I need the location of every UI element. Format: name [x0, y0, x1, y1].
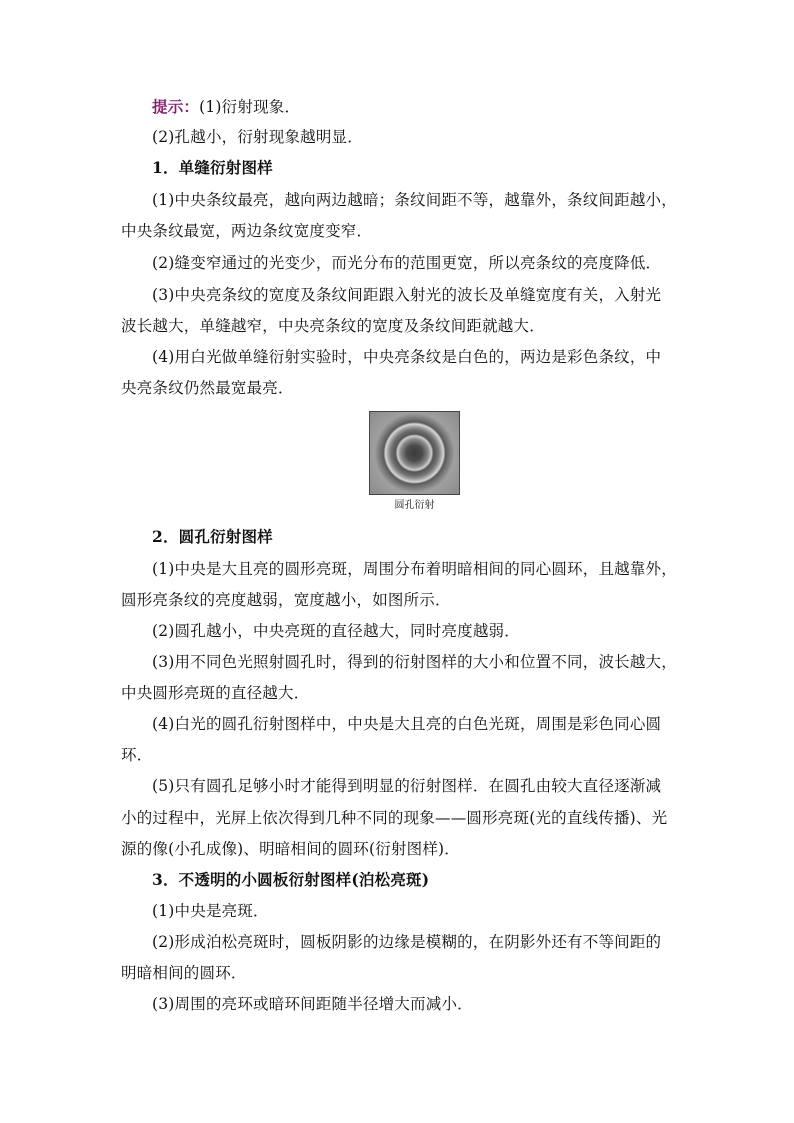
s1-p3-line-a: (3)中央亮条纹的宽度及条纹间距跟入射光的波长及单缝宽度有关，入射光: [152, 286, 662, 304]
s2-p3-line-b: 中央圆形亮斑的直径越大．: [121, 684, 310, 702]
s2-p1-line-a: (1)中央是大且亮的圆形亮斑，周围分布着明暗相间的同心圆环，且越靠外，: [152, 560, 677, 578]
s3-p3: (3)周围的亮环或暗环间距随半径增大而减小．: [152, 995, 473, 1013]
hint-line-1: [152, 97, 682, 117]
s2-p2: (2)圆孔越小，中央亮斑的直径越大，同时亮度越弱．: [152, 622, 520, 640]
s3-p2-line-b: 明暗相间的圆环．: [121, 964, 247, 982]
s2-p5-line-c: 源的像(小孔成像)、明暗相间的圆环(衍射图样)．: [121, 840, 460, 858]
s2-p3-line-a: (3)用不同色光照射圆孔时，得到的衍射图样的大小和位置不同，波长越大，: [152, 653, 677, 671]
section-2-title: 2．圆孔衍射图样: [152, 527, 273, 546]
s1-p2: (2)缝变窄通过的光变少，而光分布的范围更宽，所以亮条纹的亮度降低．: [152, 254, 662, 272]
hint-line-2: (2)孔越小，衍射现象越明显．: [152, 128, 363, 146]
section-1-title: 1．单缝衍射图样: [152, 158, 273, 177]
s2-p5-line-b: 小的过程中，光屏上依次得到几种不同的现象——圆形亮斑(光的直线传播)、光: [121, 809, 668, 827]
s2-p4-line-a: (4)白光的圆孔衍射图样中，中央是大且亮的白色光斑，周围是彩色同心圆: [152, 715, 662, 733]
section-3-title: 3．不透明的小圆板衍射图样(泊松亮斑): [152, 870, 430, 889]
s3-p2-line-a: (2)形成泊松亮斑时，圆板阴影的边缘是模糊的，在阴影外还有不等间距的: [152, 933, 662, 951]
hint-text-1: (1)衍射现象．: [199, 98, 301, 116]
figure-caption: 圆孔衍射: [394, 500, 435, 511]
s2-p4-line-b: 环．: [121, 746, 153, 764]
hint-label: 提示：: [152, 97, 200, 116]
s1-p4-line-a: (4)用白光做单缝衍射实验时，中央亮条纹是白色的，两边是彩色条纹，中: [152, 348, 662, 366]
circular-hole-diffraction-image: [369, 411, 460, 495]
s2-p5-line-a: (5)只有圆孔足够小时才能得到明显的衍射图样．在圆孔由较大直径逐渐减: [152, 777, 662, 795]
s1-p1-line-b: 中央条纹最宽，两边条纹宽度变窄．: [121, 222, 373, 240]
s1-p4-line-b: 央亮条纹仍然最宽最亮．: [121, 379, 294, 397]
s1-p3-line-b: 波长越大，单缝越窄，中央亮条纹的宽度及条纹间距就越大．: [121, 317, 545, 335]
s2-p1-line-b: 圆形亮条纹的亮度越弱，宽度越小，如图所示．: [121, 591, 451, 609]
s1-p1-line-a: (1)中央条纹最亮，越向两边越暗；条纹间距不等，越靠外，条纹间距越小，: [152, 191, 677, 209]
s3-p1: (1)中央是亮斑．: [152, 902, 269, 920]
